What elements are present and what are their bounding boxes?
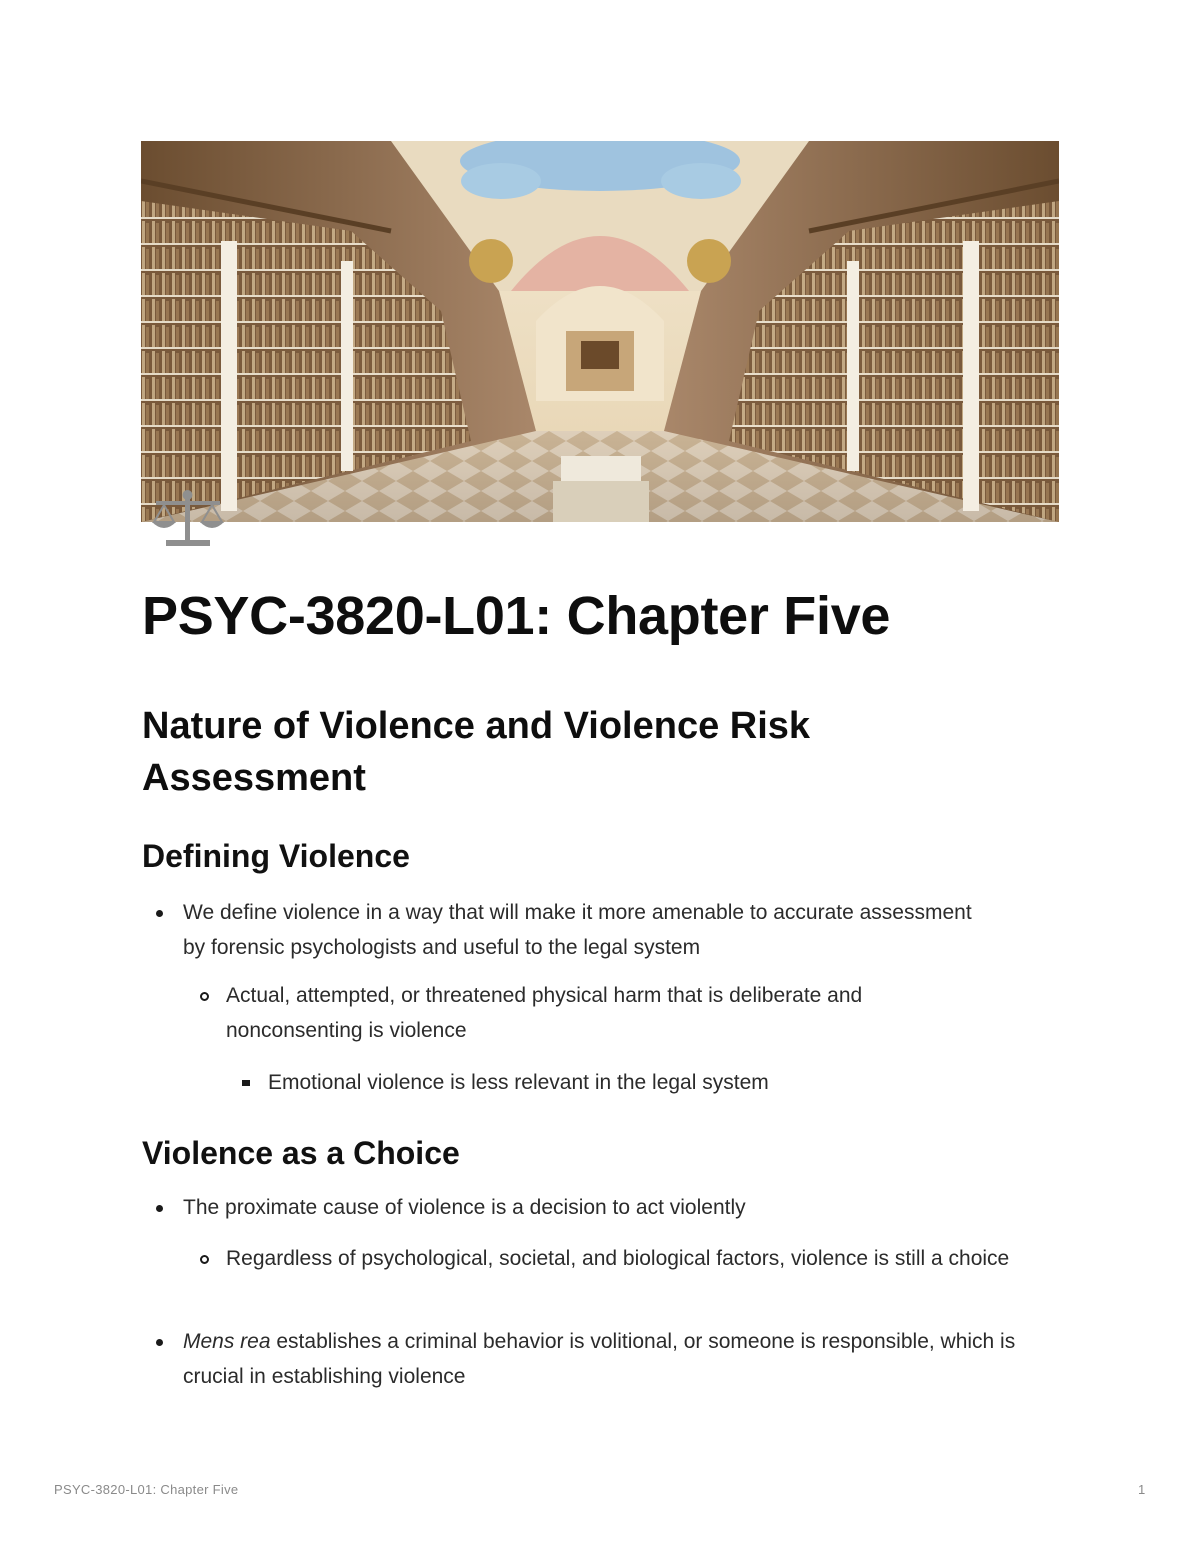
section-heading-violence-as-choice: Violence as a Choice: [142, 1135, 460, 1171]
list-item: Regardless of psychological, societal, and biological factors, violence is still a choice: [226, 1241, 1046, 1276]
list-item: [183, 1324, 1043, 1394]
list-item: Emotional violence is less relevant in the legal system: [268, 1065, 988, 1100]
cover-image: [141, 141, 1059, 522]
list-item: Actual, attempted, or threatened physical harm that is deliberate and nonconsenting is violence: [226, 978, 976, 1048]
list-item: We define violence in a way that will make it more amenable to accurate assessment by forensic psychologists and useful to the legal system: [183, 895, 983, 965]
document-title: PSYC-3820-L01: Chapter Five: [142, 586, 891, 646]
footer-document-title: PSYC-3820-L01: Chapter Five: [54, 1482, 239, 1497]
list-item: The proximate cause of violence is a decision to act violently: [183, 1190, 983, 1225]
mens-rea-term: Mens rea: [183, 1330, 271, 1353]
list-item-text: establishes a criminal behavior is volitional, or someone is responsible, which is crucial in establishing violence: [183, 1330, 1016, 1388]
footer-page-number: 1: [1138, 1482, 1146, 1497]
scales-of-justice-icon: [150, 488, 226, 550]
chapter-heading: Nature of Violence and Violence Risk Assessment: [142, 705, 811, 799]
section-heading-defining-violence: Defining Violence: [142, 838, 410, 874]
